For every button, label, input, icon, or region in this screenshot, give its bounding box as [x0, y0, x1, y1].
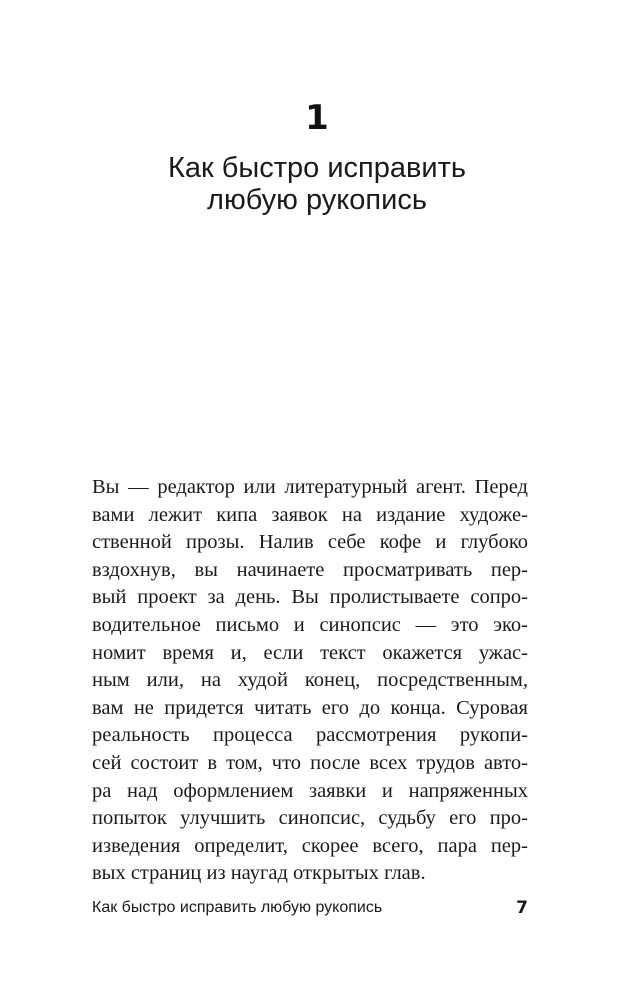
text-line: Вы — редактор или литературный агент. Перед [92, 476, 528, 498]
text-line: вый проект за день. Вы пролистываете сопро- [92, 586, 528, 609]
text-line: вами лежит кипа заявок на издание художе- [92, 503, 528, 526]
text-line: изведения определит, скорее всего, пара пер- [92, 834, 528, 857]
text-line: реальность процесса рассмотрения рукопи- [92, 724, 528, 747]
chapter-title-line: любую рукопись [207, 184, 427, 216]
text-line: номит время и, если текст окажется ужас- [92, 641, 528, 664]
running-title: Как быстро исправить любую рукопись [92, 899, 383, 916]
text-line: сей состоит в том, что после всех трудов авто- [92, 751, 528, 774]
chapter-title-line: Как быстро исправить [168, 152, 466, 184]
body-paragraph [92, 474, 528, 888]
chapter-number: 1 [305, 98, 329, 138]
text-line: вых страниц из наугад открытых глав. [92, 862, 426, 885]
text-line: вздохнув, вы начинаете просматривать пер- [92, 558, 528, 581]
text-line: попыток улучшить синопсис, судьбу его про- [92, 807, 528, 830]
text-line: вам не придется читать его до конца. Суровая [92, 696, 528, 719]
text-line: ственной прозы. Налив себе кофе и глубоко [92, 531, 528, 554]
page-number: 7 [516, 898, 528, 918]
text-line: водительное письмо и синопсис — это эко- [92, 613, 528, 636]
text-line: ным или, на худой конец, посредственным, [92, 669, 528, 692]
chapter-title [0, 152, 634, 216]
running-footer [92, 896, 528, 920]
text-line: ра над оформлением заявки и напряженных [92, 779, 528, 802]
